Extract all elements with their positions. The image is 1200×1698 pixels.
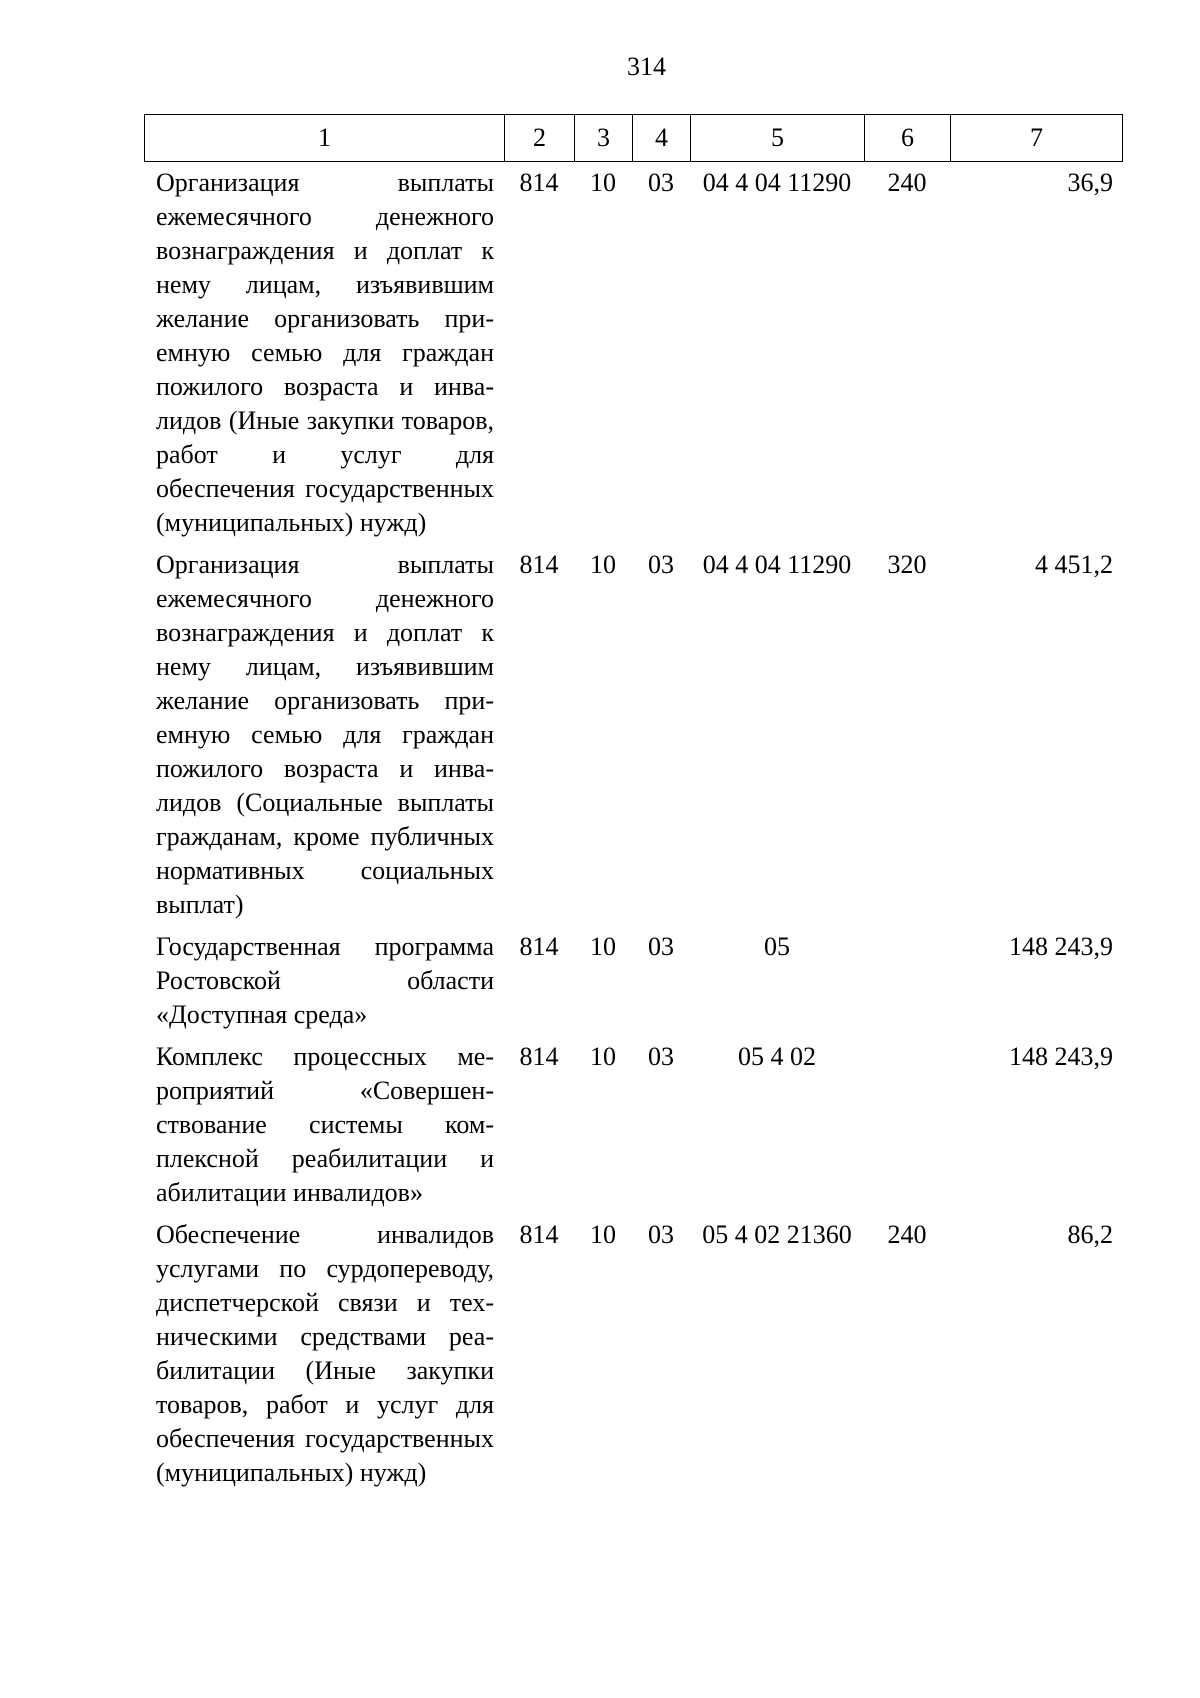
row-col-3: 10 [590, 550, 616, 579]
row-col-4: 03 [648, 932, 674, 961]
row-description: Организация выплаты ежемесячного денежного вознаграждения и доплат к нему лицам, изъявившим желание организовать приемную семью для граждан пожилого возраста и инвалидов (Социальные выплаты гражданам, кроме публичных нормативных социальных выплат) [156, 550, 494, 919]
header-col-6: 6 [865, 115, 951, 162]
row-col-5: 05 [764, 932, 790, 961]
header-col-7: 7 [951, 115, 1123, 162]
row-col-3: 10 [590, 1042, 616, 1071]
row-col-6: 240 [887, 168, 927, 197]
row-description: Государственная программа Ростовской области «Доступная среда» [156, 932, 494, 1029]
row-col-3: 10 [590, 1220, 616, 1249]
header-col-5: 5 [691, 115, 865, 162]
row-col-2: 814 [519, 168, 559, 197]
row-col-7: 148 243,9 [1009, 932, 1113, 961]
header-row [145, 115, 1123, 162]
row-col-3: 10 [590, 932, 616, 961]
row-col-6 [864, 930, 950, 1040]
table-row [144, 1218, 1122, 1498]
row-col-6: 240 [887, 1220, 927, 1249]
table-row [144, 548, 1122, 930]
row-col-7: 148 243,9 [1009, 1042, 1113, 1071]
header-col-4: 4 [633, 115, 691, 162]
row-col-2: 814 [519, 550, 559, 579]
row-col-5: 05 4 02 21360 [702, 1220, 852, 1249]
row-col-4: 03 [648, 1220, 674, 1249]
row-col-6: 320 [887, 550, 927, 579]
row-col-5: 04 4 04 11290 [702, 550, 852, 579]
row-col-7: 4 451,2 [1035, 550, 1113, 579]
row-col-3: 10 [590, 168, 616, 197]
budget-table [144, 166, 1122, 1498]
row-description: Комплекс процессных мероприятий «Совершенствование системы комплексной реабилитации и абилитации инвалидов» [156, 1042, 494, 1207]
row-col-7: 36,9 [1067, 168, 1113, 197]
row-col-2: 814 [519, 1042, 559, 1071]
table-row [144, 930, 1122, 1040]
header-col-1: 1 [145, 115, 505, 162]
row-col-6 [864, 1040, 950, 1218]
header-col-2: 2 [505, 115, 575, 162]
row-col-4: 03 [648, 1042, 674, 1071]
row-col-4: 03 [648, 168, 674, 197]
table-row [144, 1040, 1122, 1218]
header-col-3: 3 [575, 115, 633, 162]
page-number: 314 [627, 52, 666, 81]
row-col-2: 814 [519, 932, 559, 961]
row-col-2: 814 [519, 1220, 559, 1249]
row-description: Организация выплаты ежемесячного денежного вознаграждения и доплат к нему лицам, изъявившим желание организовать приемную семью для граждан пожилого возраста и инвалидов (Иные закупки товаров, работ и услуг для обеспечения государственных (муниципальных) нужд) [156, 168, 494, 537]
row-col-5: 05 4 02 [738, 1042, 816, 1071]
table-row [144, 166, 1122, 548]
row-description: Обеспечение инвалидов услугами по сурдопереводу, диспетчерской связи и техническими средствами реабилитации (Иные закупки товаров, работ и услуг для обеспечения государственных (муниципальных) нужд) [156, 1220, 494, 1487]
row-col-4: 03 [648, 550, 674, 579]
row-col-5: 04 4 04 11290 [702, 168, 852, 197]
table-header [144, 114, 1123, 162]
row-col-7: 86,2 [1067, 1220, 1113, 1249]
